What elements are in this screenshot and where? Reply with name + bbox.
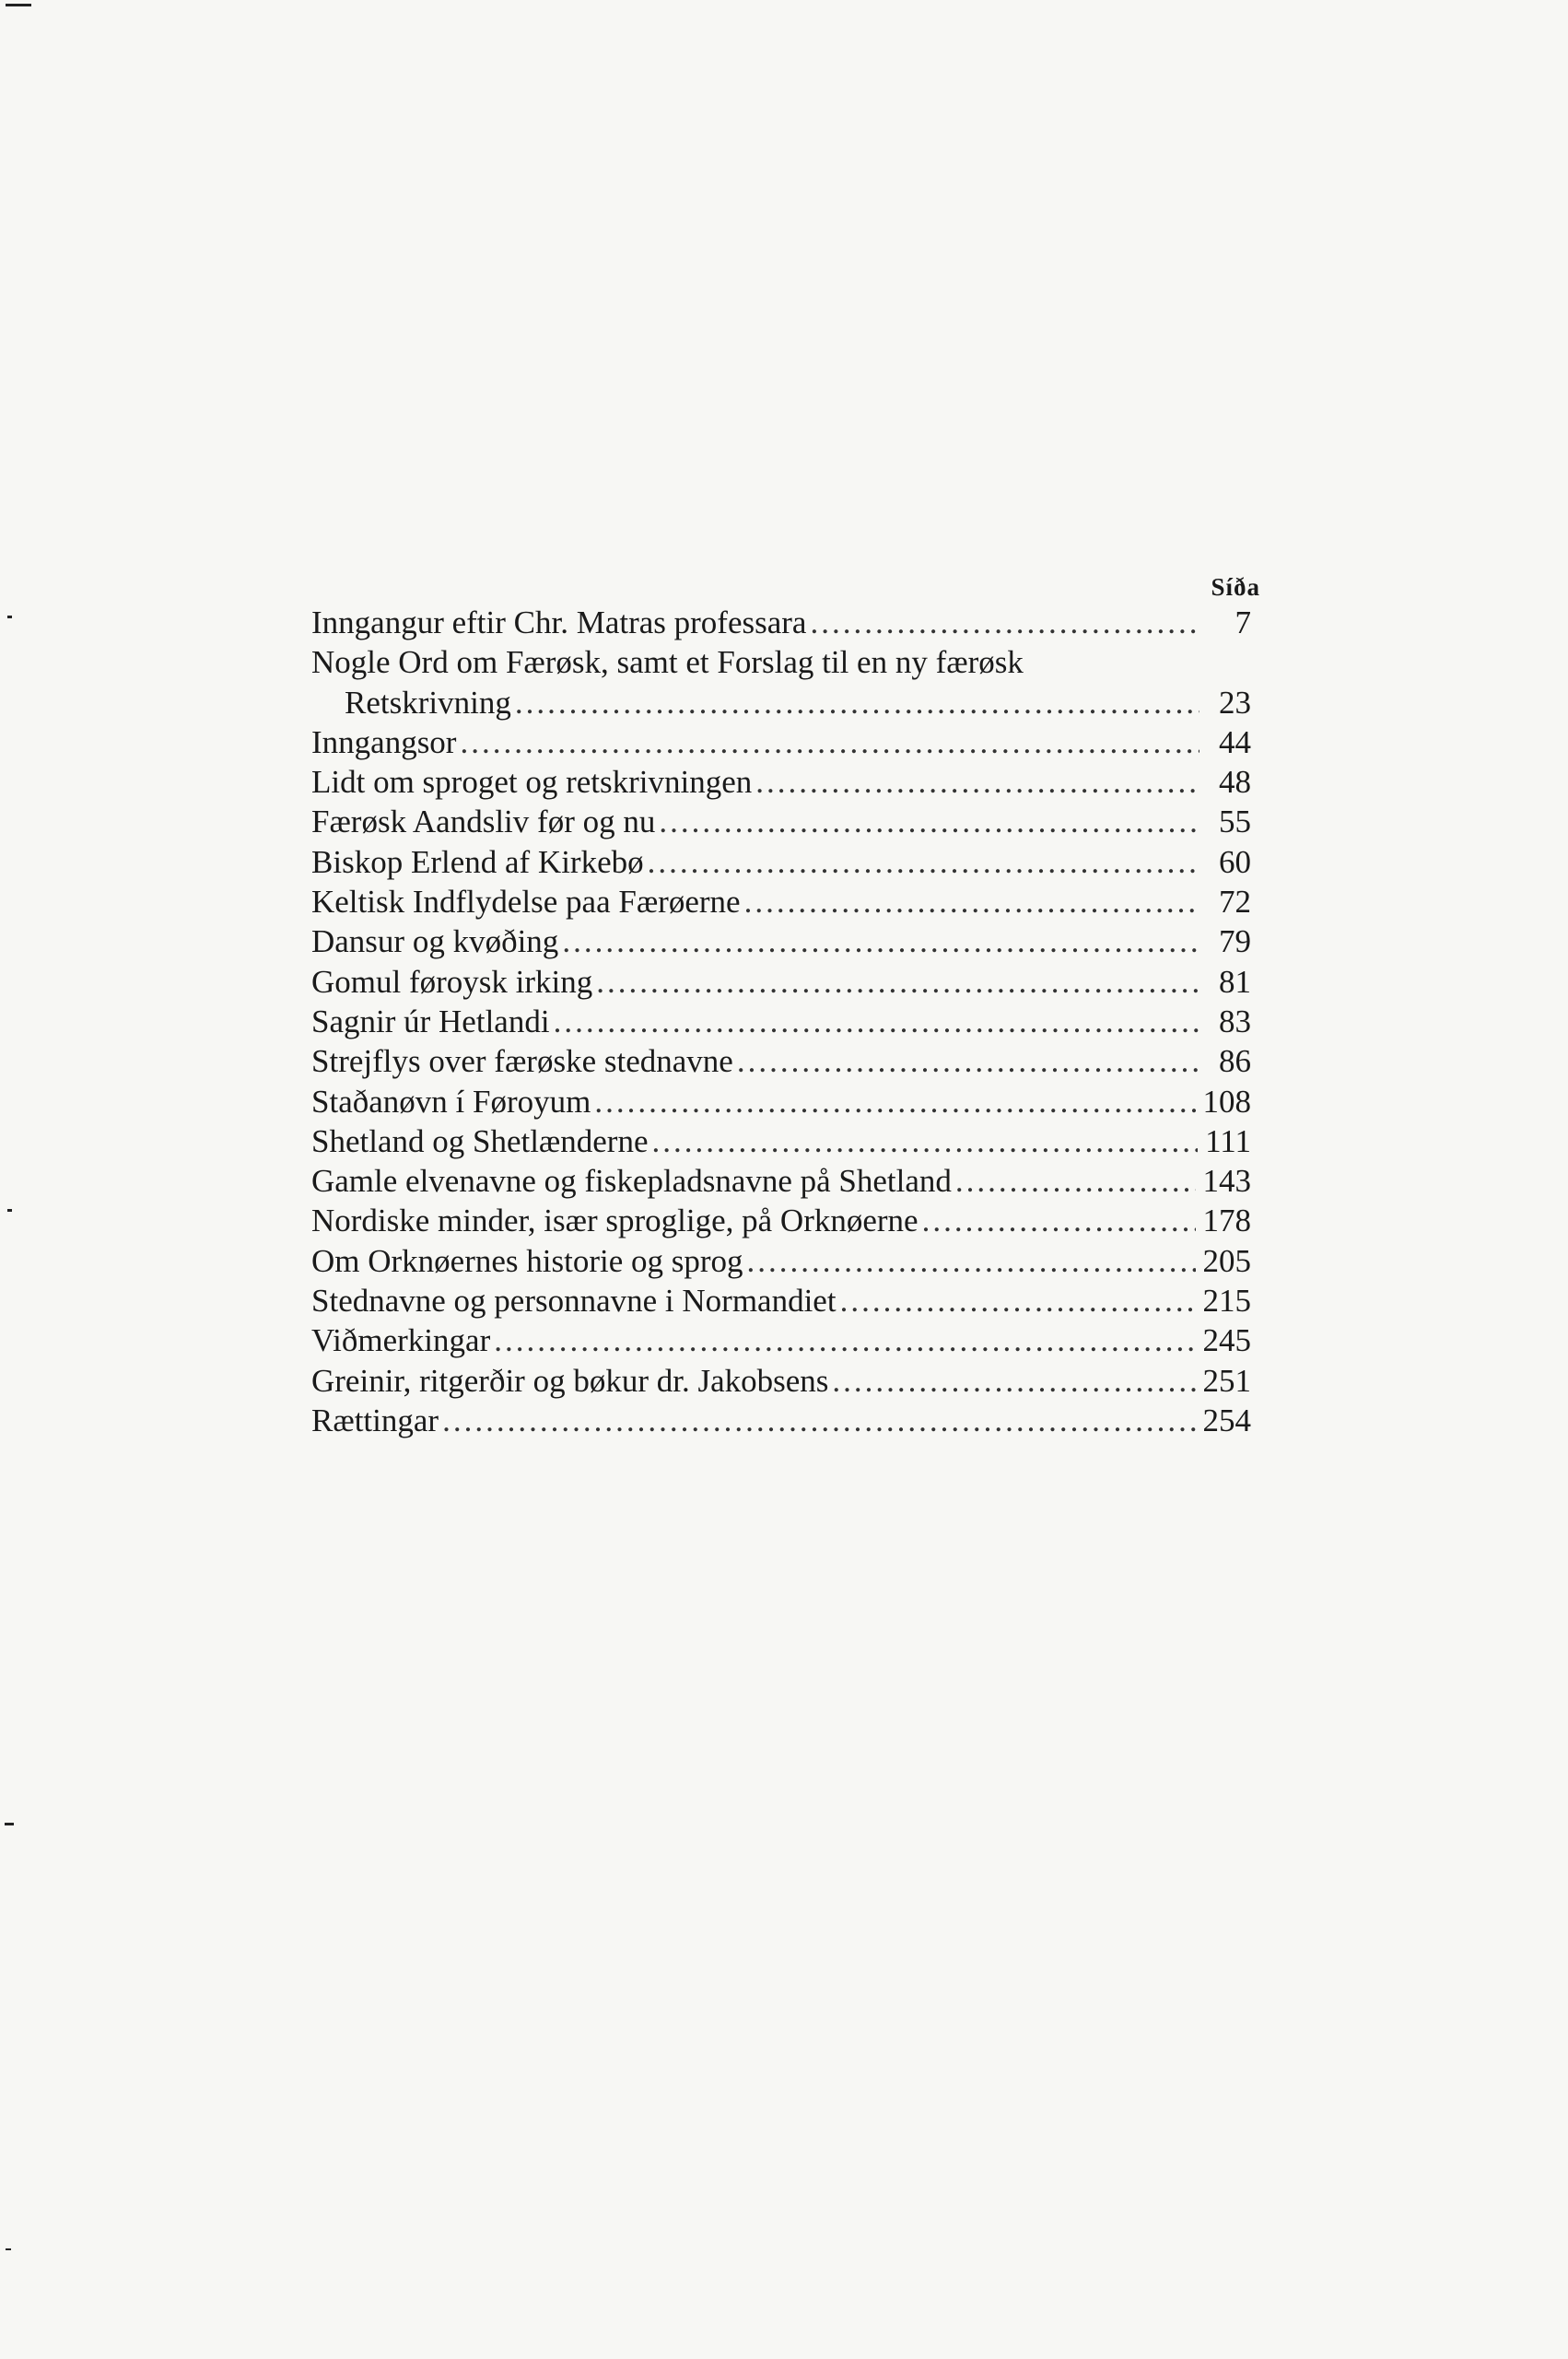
toc-entry-page: 55 (1219, 804, 1251, 840)
toc-entry-page: 72 (1219, 884, 1251, 921)
toc-entry (311, 1241, 1251, 1281)
leader-dots (659, 802, 1199, 841)
toc-entry-title: Staðanøvn í Føroyum (311, 1083, 591, 1120)
toc-entry-title: Rættingar (311, 1402, 439, 1438)
toc-entry-page: 215 (1202, 1283, 1251, 1320)
toc-entry-title: Strejflys over færøske stednavne (311, 1043, 733, 1080)
toc-entry (311, 722, 1251, 762)
toc-entry-title: Stednavne og personnavne i Normandiet (311, 1283, 837, 1320)
toc-entry (311, 1361, 1251, 1401)
leader-dots (755, 762, 1199, 802)
leader-dots (840, 1281, 1196, 1320)
leader-dots (442, 1401, 1195, 1440)
toc-entry-page: 245 (1202, 1322, 1251, 1359)
leader-dots (744, 882, 1199, 921)
toc-entry (311, 1281, 1251, 1320)
toc-entry-page: 7 (1235, 604, 1251, 640)
toc-entry-page: 178 (1202, 1203, 1251, 1239)
toc-entry-page: 23 (1219, 684, 1251, 721)
scan-mark (5, 1823, 14, 1825)
toc-entry-page: 81 (1219, 963, 1251, 1000)
toc-entry (311, 1121, 1251, 1161)
toc-entry-title: Shetland og Shetlænderne (311, 1122, 649, 1159)
toc-entry-title: Færøsk Aandsliv før og nu (311, 804, 656, 840)
toc-entry-title-line2: Retskrivning (345, 684, 511, 721)
leader-dots (747, 1241, 1196, 1281)
toc-entry (311, 842, 1251, 882)
toc-entry (311, 762, 1251, 802)
toc-entry-page: 205 (1202, 1242, 1251, 1279)
leader-dots (648, 842, 1199, 882)
toc-entry-page: 60 (1219, 843, 1251, 880)
toc-entry-title: Om Orknøernes historie og sprog (311, 1242, 743, 1279)
toc-entry-title: Gomul føroysk irking (311, 963, 593, 1000)
leader-dots (737, 1041, 1199, 1081)
leader-dots (596, 962, 1199, 1002)
toc-entry (311, 882, 1251, 921)
toc-entry-title: Keltisk Indflydelse paa Færøerne (311, 884, 741, 921)
toc-entry-title: Dansur og kvøðing (311, 923, 559, 960)
leader-dots (562, 921, 1199, 961)
toc-entry-page: 254 (1202, 1402, 1251, 1438)
toc-entry (311, 802, 1251, 841)
toc-entry (311, 642, 1251, 722)
toc-entry-title: Gamle elvenavne og fiskepladsnavne på Shetland (311, 1163, 952, 1200)
toc-entry-page: 83 (1219, 1003, 1251, 1039)
toc-entry (311, 1320, 1251, 1360)
leader-dots (494, 1320, 1195, 1360)
toc-entry-title: Viðmerkingar (311, 1322, 491, 1359)
toc-entry-title: Sagnir úr Hetlandi (311, 1003, 550, 1039)
toc-entry (311, 962, 1251, 1002)
leader-dots (810, 603, 1199, 642)
page-column-header: Síða (1211, 573, 1260, 601)
toc-entry (311, 1401, 1251, 1440)
table-of-contents (311, 571, 1260, 1440)
toc-entry-title: Inngangsor (311, 723, 457, 760)
toc-entry (311, 1161, 1251, 1201)
toc-entry-title: Greinir, ritgerðir og bøkur dr. Jakobsens (311, 1362, 829, 1399)
toc-entry-page: 79 (1219, 923, 1251, 960)
toc-entry (311, 1201, 1251, 1240)
leader-dots (515, 683, 1199, 722)
toc-entry-page: 44 (1219, 723, 1251, 760)
leader-dots (554, 1002, 1199, 1041)
toc-entry-title: Lidt om sproget og retskrivningen (311, 764, 753, 801)
toc-entry (311, 603, 1251, 642)
scan-mark (7, 1209, 12, 1212)
leader-dots (652, 1121, 1199, 1161)
scan-mark (6, 2248, 11, 2250)
leader-dots (922, 1201, 1196, 1240)
leader-dots (460, 722, 1199, 762)
leader-dots (832, 1361, 1195, 1401)
toc-entry-title-line1: Nogle Ord om Færøsk, samt et Forslag til en ny færøsk (311, 644, 1024, 681)
toc-entry-page: 48 (1219, 764, 1251, 801)
toc-entry-page: 251 (1202, 1362, 1251, 1399)
toc-entry-title: Biskop Erlend af Kirkebø (311, 843, 644, 880)
toc-entry-title: Nordiske minder, især sproglige, på Orknøerne (311, 1203, 919, 1239)
toc-entry-page: 143 (1202, 1163, 1251, 1200)
toc-entry-title: Inngangur eftir Chr. Matras professara (311, 604, 807, 640)
leader-dots (955, 1161, 1196, 1201)
scan-mark (7, 616, 12, 618)
toc-entry (311, 1002, 1251, 1041)
toc-entry (311, 1082, 1251, 1121)
toc-entry-page: 108 (1202, 1083, 1251, 1120)
leader-dots (594, 1082, 1195, 1121)
toc-entry (311, 921, 1251, 961)
toc-entry-page: 86 (1219, 1043, 1251, 1080)
toc-entry-page: 111 (1205, 1122, 1251, 1159)
scan-mark (6, 4, 31, 6)
toc-entry (311, 1041, 1251, 1081)
